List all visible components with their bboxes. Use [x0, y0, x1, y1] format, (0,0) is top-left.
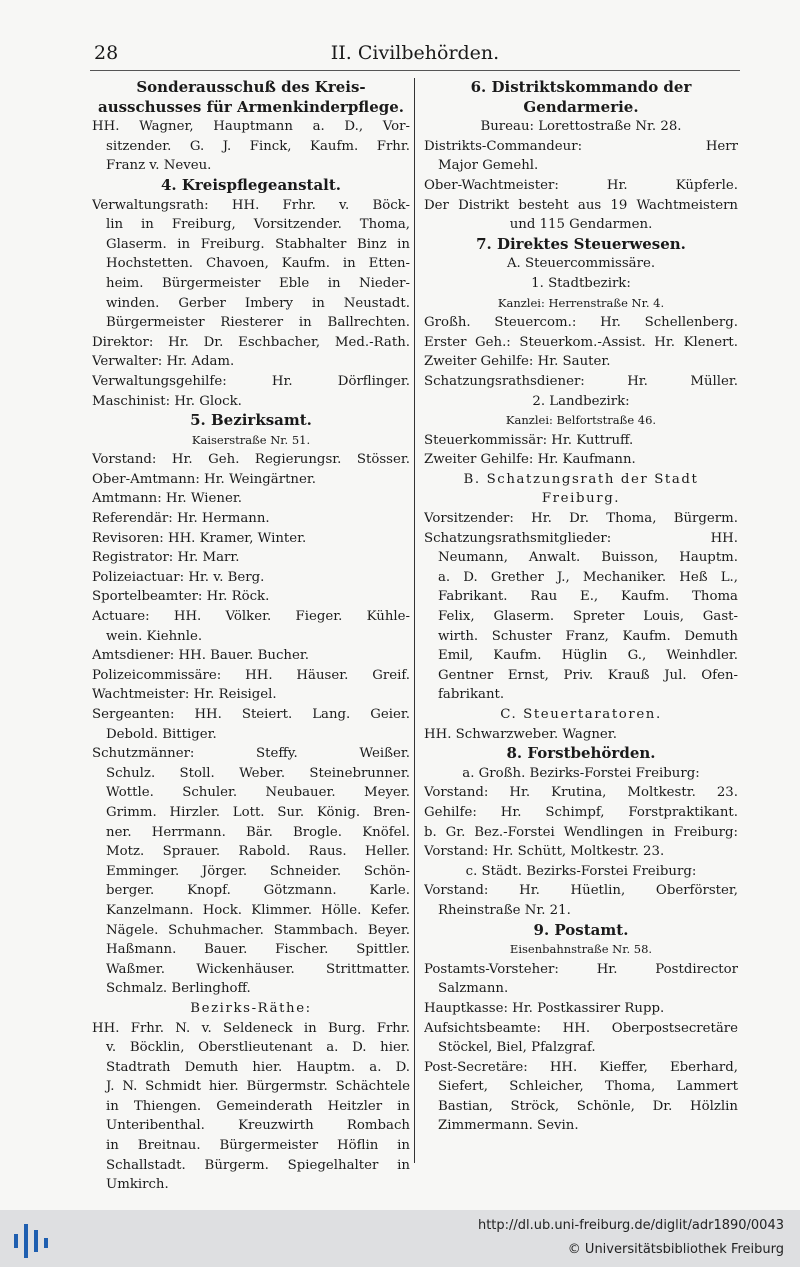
- left-column-line: HH. Frhr. N. v. Seldeneck in Burg. Frhr.: [92, 1020, 410, 1036]
- left-column-line: Nägele. Schuhmacher. Stammbach. Beyer.: [106, 922, 410, 938]
- viewer-footer: [0, 1210, 800, 1267]
- right-column-line: Zweiter Gehilfe: Hr. Kaufmann.: [424, 452, 636, 468]
- right-column-line: Zimmermann. Sevin.: [438, 1118, 579, 1134]
- right-column-line: 2. Landbezirk:: [532, 393, 630, 409]
- left-column-line: Schmalz. Berlinghoff.: [106, 981, 251, 997]
- left-column-line: in Thiengen. Gemeinderath Heitzler in: [106, 1098, 410, 1114]
- column-divider: [414, 78, 415, 1163]
- running-head: II. Civilbehörden.: [330, 42, 500, 64]
- left-column-line: Registrator: Hr. Marr.: [92, 550, 240, 566]
- right-column-line: Schatzungsrathsmitglieder: HH.: [424, 530, 738, 546]
- left-column-line: Schallstadt. Bürgerm. Spiegelhalter in: [106, 1157, 410, 1173]
- right-column-line: 8. Forstbehörden.: [506, 744, 656, 763]
- left-column-line: Verwalter: Hr. Adam.: [92, 354, 235, 370]
- left-column-line: Polizeicommissäre: HH. Häuser. Greif.: [92, 667, 410, 683]
- left-column-line: Kaiserstraße Nr. 51.: [191, 432, 311, 447]
- left-column: [92, 78, 410, 1195]
- permalink-url[interactable]: http://dl.ub.uni-freiburg.de/diglit/adr1890/0043: [477, 1218, 784, 1233]
- left-column-line: ner. Herrmann. Bär. Brogle. Knöfel.: [106, 824, 410, 840]
- left-column-line: Maschinist: Hr. Glock.: [92, 393, 242, 409]
- right-column-line: b. Gr. Bez.-Forstei Wendlingen in Freiburg:: [424, 824, 738, 840]
- left-column-line: Bürgermeister Riesterer in Ballrechten.: [106, 315, 410, 331]
- right-column-line: Felix, Glaserm. Spreter Louis, Gast-: [438, 609, 738, 625]
- left-column-line: sitzender. G. J. Finck, Kaufm. Frhr.: [106, 138, 410, 154]
- right-column-line: Vorstand: Hr. Schütt, Moltkestr. 23.: [424, 844, 665, 860]
- right-column-line: Großh. Steuercom.: Hr. Schellenberg.: [424, 315, 738, 331]
- right-column-line: Kanzlei: Herrenstraße Nr. 4.: [497, 295, 665, 310]
- left-column-line: J. N. Schmidt hier. Bürgermstr. Schächtele: [106, 1079, 410, 1095]
- left-column-line: HH. Wagner, Hauptmann a. D., Vor-: [92, 119, 410, 135]
- right-column-line: Bastian, Ströck, Schönle, Dr. Hölzlin: [438, 1098, 738, 1114]
- right-column-line: a. D. Grether J., Mechaniker. Heß L.,: [438, 569, 738, 585]
- left-column-line: Amtmann: Hr. Wiener.: [92, 491, 242, 507]
- left-column-line: Motz. Sprauer. Rabold. Raus. Heller.: [106, 844, 410, 860]
- left-column-line: Ober-Amtmann: Hr. Weingärtner.: [92, 471, 316, 487]
- left-column-line: Wachtmeister: Hr. Reisigel.: [92, 687, 277, 703]
- right-column-line: Kanzlei: Belfortstraße 46.: [505, 413, 657, 428]
- right-column-line: Neumann, Anwalt. Buisson, Hauptm.: [438, 550, 738, 566]
- left-column-line: Franz v. Neveu.: [106, 158, 212, 174]
- left-column-line: Umkirch.: [106, 1177, 169, 1193]
- left-column-line: Direktor: Hr. Dr. Eschbacher, Med.-Rath.: [92, 334, 410, 350]
- right-column-line: wirth. Schuster Franz, Kaufm. Demuth: [438, 628, 738, 644]
- left-column-line: lin in Freiburg, Vorsitzender. Thoma,: [106, 217, 410, 233]
- copyright-notice: © Universitätsbibliothek Freiburg: [567, 1242, 784, 1257]
- left-column-line: Schulz. Stoll. Weber. Steinebrunner.: [106, 765, 410, 781]
- page-header: [90, 40, 740, 71]
- right-column-line: Vorstand: Hr. Hüetlin, Oberförster,: [424, 883, 738, 899]
- right-column-line: Ober-Wachtmeister: Hr. Küpferle.: [424, 177, 738, 193]
- right-column-line: Stöckel, Biel, Pfalzgraf.: [438, 1040, 596, 1056]
- left-column-line: Glaserm. in Freiburg. Stabhalter Binz in: [106, 236, 410, 252]
- left-column-line: Stadtrath Demuth hier. Hauptm. a. D.: [106, 1059, 410, 1075]
- right-column-line: 1. Stadtbezirk:: [531, 275, 631, 291]
- right-column-line: Hauptkasse: Hr. Postkassirer Rupp.: [424, 1000, 665, 1016]
- left-column-line: Hochstetten. Chavoen, Kaufm. in Etten-: [106, 256, 410, 272]
- left-column-line: Referendär: Hr. Hermann.: [92, 511, 270, 527]
- left-column-line: Debold. Bittiger.: [106, 726, 217, 742]
- left-column-line: Amtsdiener: HH. Bauer. Bucher.: [92, 648, 309, 664]
- left-column-line: Schutzmänner: Steffy. Weißer.: [92, 746, 410, 762]
- left-column-line: Unteribenthal. Kreuzwirth Rombach: [106, 1118, 410, 1134]
- left-column-line: v. Böcklin, Oberstlieutenant a. D. hier.: [106, 1040, 410, 1056]
- right-column-line: Vorsitzender: Hr. Dr. Thoma, Bürgerm.: [424, 511, 738, 527]
- right-column-line: 6. Distriktskommando der: [470, 78, 692, 96]
- right-column-line: Salzmann.: [438, 981, 509, 997]
- right-column-line: Bureau: Lorettostraße Nr. 28.: [480, 119, 682, 135]
- right-column-line: Emil, Kaufm. Hüglin G., Weinhdler.: [438, 648, 738, 664]
- right-column-line: C. Steuertaratoren.: [500, 707, 662, 722]
- right-column-line: Aufsichtsbeamte: HH. Oberpostsecretäre: [424, 1020, 738, 1036]
- right-column-line: Rheinstraße Nr. 21.: [438, 902, 571, 918]
- right-column-line: Gehilfe: Hr. Schimpf, Forstpraktikant.: [424, 804, 738, 820]
- right-column-line: Distrikts-Commandeur: Herr: [424, 138, 738, 154]
- left-column-line: Bezirks-Räthe:: [190, 1000, 312, 1016]
- page-number: 28: [94, 42, 119, 64]
- ub-freiburg-logo-icon: [10, 1220, 54, 1258]
- right-column-line: Erster Geh.: Steuerkom.-Assist. Hr. Klenert.: [424, 334, 738, 350]
- left-column-line: Wottle. Schuler. Neubauer. Meyer.: [106, 785, 410, 801]
- right-column-line: und 115 Gendarmen.: [509, 217, 653, 233]
- left-column-line: winden. Gerber Imbery in Neustadt.: [106, 295, 410, 311]
- left-column-line: Sportelbeamter: Hr. Röck.: [92, 589, 270, 605]
- right-column-line: Eisenbahnstraße Nr. 58.: [509, 942, 653, 957]
- left-column-line: Verwaltungsrath: HH. Frhr. v. Böck-: [92, 197, 410, 213]
- left-column-line: Haßmann. Bauer. Fischer. Spittler.: [106, 942, 410, 958]
- right-column-line: Siefert, Schleicher, Thoma, Lammert: [438, 1079, 738, 1095]
- left-column-line: Polizeiactuar: Hr. v. Berg.: [92, 569, 265, 585]
- right-column-line: Freiburg.: [541, 491, 621, 507]
- right-column-line: Major Gemehl.: [438, 158, 539, 174]
- right-column-line: HH. Schwarzweber. Wagner.: [424, 726, 617, 742]
- right-column-line: B. Schatzungsrath der Stadt: [463, 471, 699, 487]
- right-column-line: 7. Direktes Steuerwesen.: [476, 234, 686, 253]
- left-column-line: Sergeanten: HH. Steiert. Lang. Geier.: [92, 707, 410, 722]
- left-column-line: berger. Knopf. Götzmann. Karle.: [106, 883, 410, 899]
- right-column-line: Der Distrikt besteht aus 19 Wachtmeistern: [424, 197, 738, 213]
- left-column-line: Vorstand: Hr. Geh. Regierungsr. Stösser.: [92, 452, 410, 468]
- left-column-line: Actuare: HH. Völker. Fieger. Kühle-: [92, 609, 410, 625]
- left-column-line: heim. Bürgermeister Eble in Nieder-: [106, 275, 410, 291]
- right-column-line: A. Steuercommissäre.: [506, 256, 656, 272]
- left-column-line: Grimm. Hirzler. Lott. Sur. König. Bren-: [106, 804, 410, 820]
- right-column-line: Postamts-Vorsteher: Hr. Postdirector: [424, 961, 738, 977]
- left-column-line: Kanzelmann. Hock. Klimmer. Hölle. Kefer.: [106, 902, 410, 918]
- right-column-line: fabrikant.: [438, 687, 505, 703]
- left-column-line: in Breitnau. Bürgermeister Höflin in: [106, 1138, 410, 1154]
- right-column-line: Vorstand: Hr. Krutina, Moltkestr. 23.: [424, 785, 738, 801]
- left-column-line: Revisoren: HH. Kramer, Winter.: [92, 530, 307, 546]
- left-column-line: Verwaltungsgehilfe: Hr. Dörflinger.: [92, 373, 410, 389]
- left-column-line: 4. Kreispflegeanstalt.: [160, 175, 342, 194]
- left-column-line: wein. Kiehnle.: [106, 628, 203, 644]
- left-column-line: Waßmer. Wickenhäuser. Strittmatter.: [106, 961, 410, 977]
- right-column-line: Post-Secretäre: HH. Kieffer, Eberhard,: [424, 1059, 738, 1075]
- right-column-line: Schatzungsrathsdiener: Hr. Müller.: [424, 373, 738, 389]
- left-column-line: 5. Bezirksamt.: [190, 411, 312, 430]
- right-column: [424, 78, 738, 1136]
- left-column-line: Sonderausschuß des Kreis-: [136, 78, 366, 96]
- right-column-line: 9. Postamt.: [533, 920, 629, 939]
- right-column-line: Fabrikant. Rau E., Kaufm. Thoma: [438, 589, 738, 605]
- right-column-line: Gendarmerie.: [523, 97, 639, 116]
- right-column-line: Gentner Ernst, Priv. Krauß Jul. Ofen-: [438, 667, 738, 683]
- right-column-line: a. Großh. Bezirks-Forstei Freiburg:: [462, 765, 700, 781]
- left-column-line: Emminger. Jörger. Schneider. Schön-: [106, 863, 410, 879]
- right-column-line: c. Städt. Bezirks-Forstei Freiburg:: [465, 863, 697, 879]
- right-column-line: Zweiter Gehilfe: Hr. Sauter.: [424, 354, 611, 370]
- right-column-line: Steuerkommissär: Hr. Kuttruff.: [424, 432, 634, 448]
- left-column-line: ausschusses für Armenkinderpflege.: [97, 97, 405, 116]
